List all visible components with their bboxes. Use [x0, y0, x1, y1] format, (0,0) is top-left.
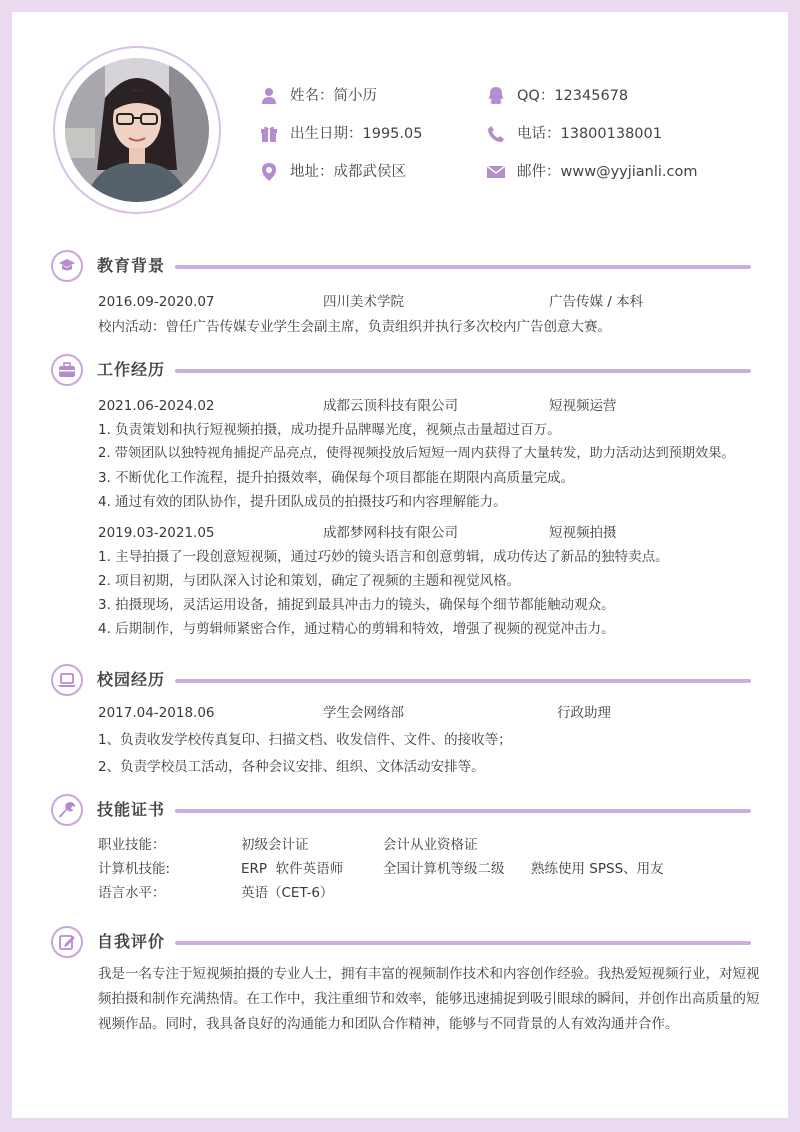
info-address	[258, 161, 406, 183]
self-evaluation-text: 我是一名专注于短视频拍摄的专业人士，拥有丰富的视频制作技术和内容创作经验。我热爱短视频行业，对短视频拍摄和制作充满热情。在工作中，我注重细节和效率，能够迅速捕捉到吸引眼球的瞬间，并创作出高质量的短视频作品。同时，我具备良好的沟通能力和团队合作精神，能够与不同背景的人有效沟通并合作。	[98, 966, 760, 1032]
education-major: 广告传媒 / 本科	[549, 294, 644, 310]
skill-value: 全国计算机等级二级	[383, 861, 505, 877]
skill-label: 计算机技能:	[98, 861, 171, 877]
skill-value: 英语（CET-6）	[241, 885, 334, 901]
laptop-icon	[51, 664, 83, 696]
work-title: 工作经历	[97, 360, 166, 379]
wrench-icon	[51, 794, 83, 826]
avatar-photo	[65, 58, 209, 202]
info-name	[258, 85, 377, 107]
section-divider	[175, 941, 751, 945]
section-divider	[175, 369, 751, 373]
email-text: 邮件：www@yyjianli.com	[517, 164, 698, 180]
campus-section-header	[51, 664, 751, 698]
campus-role: 行政助理	[557, 705, 611, 721]
campus-period: 2017.04-2018.06	[98, 705, 215, 721]
education-activity: 校内活动：曾任广告传媒专业学生会副主席，负责组织并执行多次校内广告创意大赛。	[98, 319, 611, 335]
qq-icon	[485, 85, 507, 107]
skill-label: 语言水平：	[98, 885, 166, 901]
mail-icon	[485, 161, 507, 183]
campus-title: 校园经历	[97, 670, 166, 689]
campus-duty: 2、负责学校员工活动，各种会议安排、组织、文体活动安排等。	[98, 759, 485, 775]
job-duty: 4. 通过有效的团队协作，提升团队成员的拍摄技巧和内容理解能力。	[98, 494, 507, 510]
work-section-header	[51, 354, 751, 388]
resume-page	[12, 12, 788, 1118]
job-role: 短视频拍摄	[549, 525, 617, 541]
job-company: 成都云顶科技有限公司	[323, 398, 458, 414]
job-company: 成都梦网科技有限公司	[323, 525, 458, 541]
skill-label: 职业技能：	[98, 837, 166, 853]
campus-org: 学生会网络部	[323, 705, 404, 721]
job-period: 2019.03-2021.05	[98, 525, 215, 541]
avatar-frame	[53, 46, 221, 214]
job-duty: 3. 拍摄现场，灵活运用设备，捕捉到最具冲击力的镜头，确保每个细节都能触动观众。	[98, 597, 615, 613]
self-section-header	[51, 926, 751, 960]
job-duty: 1. 负责策划和执行短视频拍摄，成功提升品牌曝光度，视频点击量超过百万。	[98, 422, 561, 438]
job-duty: 3. 不断优化工作流程，提升拍摄效率，确保每个项目都能在期限内高质量完成。	[98, 470, 575, 486]
briefcase-icon	[51, 354, 83, 386]
education-school: 四川美术学院	[323, 294, 404, 310]
education-period: 2016.09-2020.07	[98, 294, 215, 310]
section-divider	[175, 679, 751, 683]
section-divider	[175, 265, 751, 269]
job-duty: 4. 后期制作，与剪辑师紧密合作，通过精心的剪辑和特效，增强了视频的视觉冲击力。	[98, 621, 615, 637]
skill-value: ERP 软件英语师	[241, 861, 344, 877]
phone-icon	[485, 123, 507, 145]
job-duty: 1. 主导拍摄了一段创意短视频，通过巧妙的镜头语言和创意剪辑，成功传达了新品的独特卖点。	[98, 549, 669, 565]
skills-title: 技能证书	[97, 800, 166, 819]
info-phone	[485, 123, 662, 145]
education-section-header	[51, 250, 751, 284]
job-period: 2021.06-2024.02	[98, 398, 215, 414]
skill-value: 熟练使用 SPSS、用友	[531, 861, 664, 877]
gift-icon	[258, 123, 280, 145]
job-role: 短视频运营	[549, 398, 617, 414]
job-duty: 2. 带领团队以独特视角捕捉产品亮点，使得视频投放后短短一周内获得了大量转发，助力活动达到预期效果。	[98, 446, 735, 461]
user-icon	[258, 85, 280, 107]
qq-text: QQ：12345678	[517, 88, 629, 104]
location-icon	[258, 161, 280, 183]
job-duty: 2. 项目初期，与团队深入讨论和策划，确定了视频的主题和视觉风格。	[98, 573, 521, 589]
phone-text: 电话：13800138001	[517, 126, 662, 142]
skills-section-header	[51, 794, 751, 828]
info-qq	[485, 85, 628, 107]
avatar	[65, 58, 209, 202]
education-title: 教育背景	[97, 256, 166, 275]
skill-value: 会计从业资格证	[383, 837, 478, 853]
info-email	[485, 161, 698, 183]
edit-icon	[51, 926, 83, 958]
campus-duty: 1、负责收发学校传真复印、扫描文档、收发信件、文件、的接收等；	[98, 732, 512, 748]
section-divider	[175, 809, 751, 813]
address-text: 地址：成都武侯区	[290, 164, 406, 180]
self-title: 自我评价	[97, 932, 166, 951]
skill-value: 初级会计证	[241, 837, 309, 853]
birth-text: 出生日期：1995.05	[290, 126, 423, 142]
name-text: 姓名：简小历	[290, 88, 377, 104]
graduation-cap-icon	[51, 250, 83, 282]
info-birth	[258, 123, 422, 145]
